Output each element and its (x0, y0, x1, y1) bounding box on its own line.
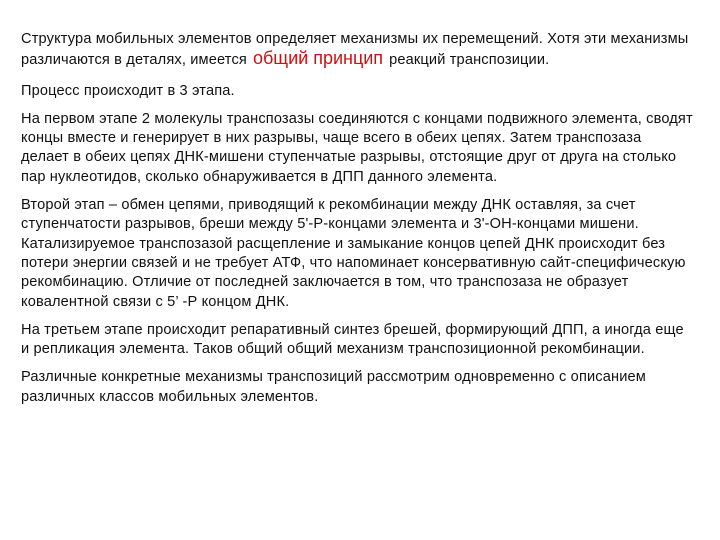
paragraph-stage-two: Второй этап – обмен цепями, приводящий к рекомбинации между ДНК оставляя, за счет ступенчатости разрывов, бреши между 5'-Р-концами элемента и 3'-ОН-концами мишени. Катализируемое транспозазой расщепление и замыкание концов цепей ДНК происходит без потери энергии связей и не требует АТФ, что напоминает консервативную сайт-специфическую рекомбинацию. Отличие от последней заключается в том, что транспозаза не образует ковалентной связи с 5’ -Р концом ДНК. (21, 197, 686, 310)
paragraph-conclusion: Различные конкретные механизмы транспозиций рассмотрим одновременно с описанием различных классов мобильных элементов. (21, 369, 646, 405)
paragraph-stage-one: На первом этапе 2 молекулы транспозазы соединяются с концами подвижного элемента, сводят концы вместе и генерирует в них разрывы, чаще всего в обеих цепях. Затем транспозаза делает в обеих цепях ДНК-мишени ступенчатые разрывы, отстоящие друг от друга на столько пар нуклеотидов, сколько обнаруживается в ДПП данного элемента. (21, 110, 693, 185)
paragraph-stages-count: Процесс происходит в 3 этапа. (21, 82, 235, 99)
paragraph-intro (21, 30, 693, 71)
paragraph-stage-three: На третьем этапе происходит репаративный синтез брешей, формирующий ДПП, а иногда еще и репликация элемента. Таков общий общий механизм транспозиционной рекомбинации. (21, 321, 684, 358)
intro-text-after: реакций транспозиции. (389, 52, 550, 69)
intro-text-before: Структура мобильных элементов определяет механизмы их перемещений. Хотя эти механизмы различаются в деталях, имеется (21, 31, 689, 69)
slide-text-body (21, 30, 693, 418)
highlight-general-principle: общий принцип (252, 48, 384, 69)
